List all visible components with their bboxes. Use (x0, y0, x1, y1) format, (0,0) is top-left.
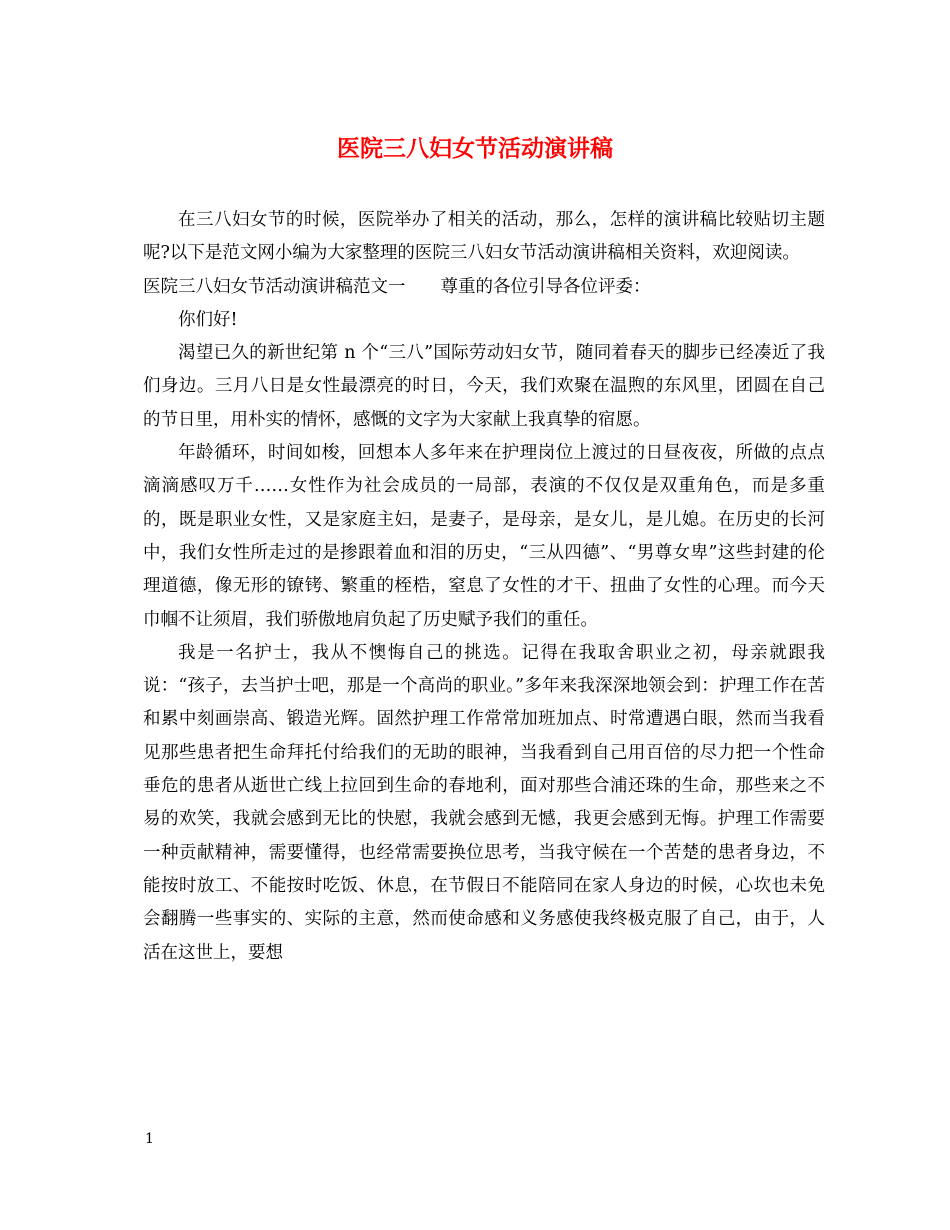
body-paragraph: 我是一名护士，我从不懊悔自己的挑选。记得在我取舍职业之初，母亲就跟我说：“孩子，去当护士吧，那是一个高尚的职业。”多年来我深深地领会到：护理工作在苦和累中刻画崇高、锻造光辉。固然护理工作常常加班加点、时常遭遇白眼，然而当我看见那些患者把生命拜托付给我们的无助的眼神，当我看到自己用百倍的尽力把一个性命垂危的患者从逝世亡线上拉回到生命的春地利，面对那些合浦还珠的生命，那些来之不易的欢笑，我就会感到无比的快慰，我就会感到无憾，我更会感到无悔。护理工作需要一种贡献精神，需要懂得，也经常需要换位思考，当我守候在一个苦楚的患者身边，不能按时放工、不能按时吃饭、休息，在节假日不能陪同在家人身边的时候，心坎也未免会翻腾一些事实的、实际的主意，然而使命感和义务感使我终极克服了自己，由于，人活在这世上，要想 (143, 642, 825, 963)
intro-paragraph: 在三八妇女节的时候，医院举办了相关的活动，那么，怎样的演讲稿比较贴切主题呢?以下是范文网小编为大家整理的医院三八妇女节活动演讲稿相关资料，欢迎阅读。 (143, 210, 825, 264)
body-paragraph: 年龄循环，时间如梭，回想本人多年来在护理岗位上渡过的日昼夜夜，所做的点点滴滴感叹万千……女性作为社会成员的一局部，表演的不仅仅是双重角色，而是多重的，既是职业女性，又是家庭主妇，是妻子，是母亲，是女儿，是儿媳。在历史的长河中，我们女性所走过的是掺跟着血和泪的历史，“三从四德”、“男尊女卑”这些封建的伦理道德，像无形的镣铐、繁重的桎梏，窒息了女性的才干、扭曲了女性的心理。而今天巾帼不让须眉，我们骄傲地肩负起了历史赋予我们的重任。 (143, 443, 825, 630)
body-paragraph: 渴望已久的新世纪第 n 个“三八”国际劳动妇女节，随同着春天的脚步已经凑近了我们身边。三月八日是女性最漂亮的时日，今天，我们欢聚在温煦的东风里，团圆在自己的节日里，用朴实的情怀，感慨的文字为大家献上我真挚的宿愿。 (143, 343, 825, 430)
page-number: 1 (145, 1131, 154, 1147)
greeting-paragraph: 你们好! (178, 309, 238, 330)
document-title: 医院三八妇女节活动演讲稿 (337, 135, 613, 162)
document-body (143, 204, 825, 970)
sample-heading-paragraph: 医院三八妇女节活动演讲稿范文一 尊重的各位引导各位评委： (143, 276, 651, 297)
